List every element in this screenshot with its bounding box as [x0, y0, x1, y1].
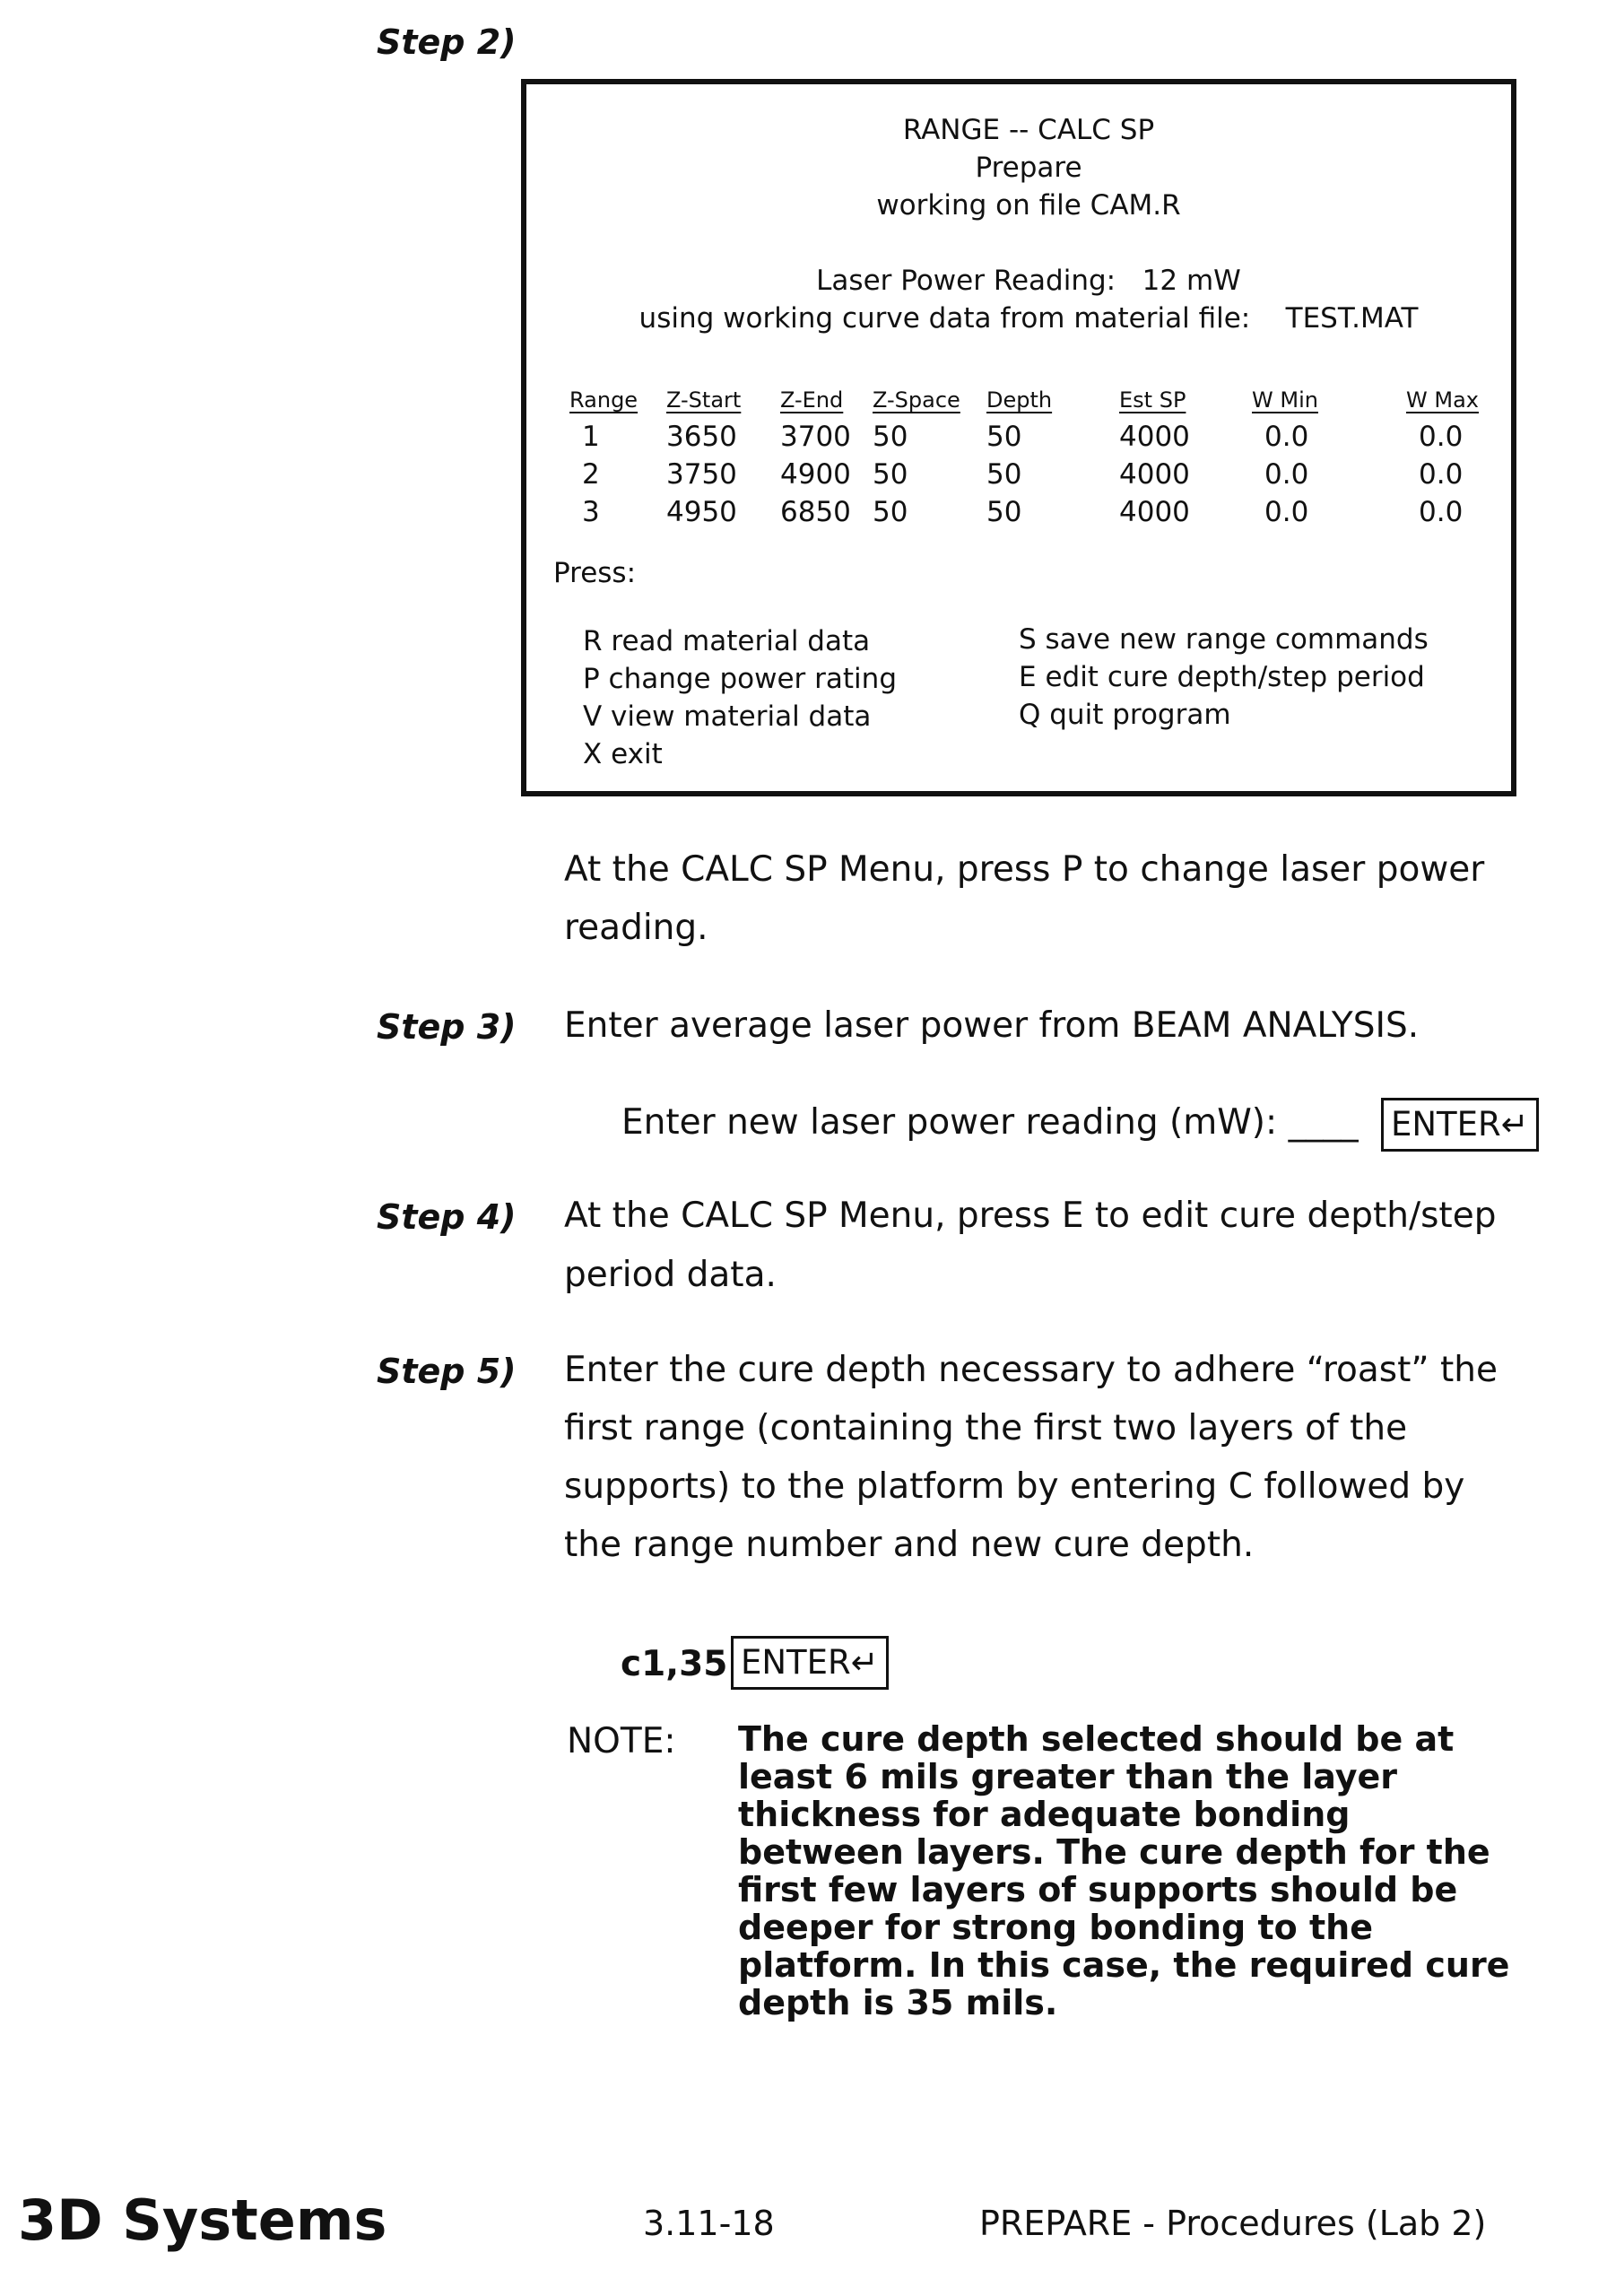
calc-sp-screen	[521, 79, 1516, 796]
screen-subtitle: Prepare	[975, 154, 1081, 182]
table-cell: 50	[873, 423, 908, 451]
step-4-label: Step 4)	[377, 1200, 517, 1234]
step-5-label: Step 5)	[377, 1354, 517, 1388]
enter-key: ENTER↵	[731, 1636, 889, 1690]
table-cell: 6850	[780, 499, 851, 526]
column-header: Z-Start	[666, 389, 741, 411]
input-blank: ____	[1289, 1102, 1359, 1143]
section-title: PREPARE - Procedures (Lab 2)	[979, 2206, 1486, 2240]
table-cell: 0.0	[1419, 423, 1463, 451]
table-cell: 0.0	[1264, 461, 1308, 489]
step-5-line: supports) to the platform by entering C followed by	[564, 1469, 1464, 1504]
material-line	[639, 305, 1419, 333]
table-cell: 50	[986, 461, 1021, 489]
column-header: Z-Space	[873, 389, 960, 411]
menu-option: P change power rating	[583, 665, 897, 693]
menu-option: X exit	[583, 741, 663, 769]
screen-file-line: working on file CAM.R	[876, 192, 1180, 220]
table-cell: 50	[873, 461, 908, 489]
prompt-label: Enter new laser power reading (mW):	[621, 1102, 1277, 1143]
note-label: NOTE:	[567, 1724, 675, 1759]
table-cell: 4900	[780, 461, 851, 489]
step-5-line: the range number and new cure depth.	[564, 1527, 1254, 1562]
screen-title: RANGE -- CALC SP	[903, 117, 1154, 144]
step-5-line: Enter the cure depth necessary to adhere “roast” the	[564, 1352, 1498, 1387]
step-2-label: Step 2)	[377, 25, 517, 59]
material-value: TEST.MAT	[1286, 302, 1419, 335]
table-cell: 4950	[666, 499, 737, 526]
cure-depth-input: c1,35	[621, 1647, 727, 1682]
table-cell: 0.0	[1419, 461, 1463, 489]
page-number: 3.11-18	[643, 2206, 775, 2240]
menu-option: S save new range commands	[1019, 626, 1429, 654]
table-cell: 4000	[1119, 423, 1190, 451]
laser-power-line	[816, 267, 1241, 295]
menu-option: Q quit program	[1019, 701, 1231, 729]
press-label: Press:	[553, 560, 636, 587]
table-cell: 50	[873, 499, 908, 526]
step-3-label: Step 3)	[377, 1010, 517, 1044]
step-3-text: Enter average laser power from BEAM ANALYSIS.	[564, 1008, 1419, 1043]
column-header: Range	[569, 389, 638, 411]
column-header: Est SP	[1119, 389, 1186, 411]
table-cell: 0.0	[1264, 423, 1308, 451]
column-header: Depth	[986, 389, 1052, 411]
table-cell: 0.0	[1264, 499, 1308, 526]
step-4-line: At the CALC SP Menu, press E to edit cure depth/step	[564, 1198, 1496, 1233]
column-header: Z-End	[780, 389, 843, 411]
note-text: The cure depth selected should be at least 6 mils greater than the layer thickness for adequate bonding between layers. The cure depth for the first few layers of supports should be deeper for strong bonding to the platform. In this case, the required cure depth is 35 mils.	[738, 1720, 1527, 2022]
laser-prompt	[621, 1105, 1359, 1140]
enter-key: ENTER↵	[1381, 1098, 1539, 1152]
menu-option: E edit cure depth/step period	[1019, 664, 1425, 691]
step-2-text-line: At the CALC SP Menu, press P to change laser power	[564, 852, 1484, 887]
step-2-text-line: reading.	[564, 910, 708, 945]
laser-value: 12 mW	[1142, 265, 1241, 297]
column-header: W Max	[1406, 389, 1479, 411]
step-4-line: period data.	[564, 1257, 777, 1292]
material-label: using working curve data from material file:	[639, 302, 1251, 335]
menu-option: V view material data	[583, 703, 871, 731]
table-cell: 3700	[780, 423, 851, 451]
menu-option: R read material data	[583, 628, 870, 656]
laser-label: Laser Power Reading:	[816, 265, 1116, 297]
table-cell: 2	[582, 461, 600, 489]
table-cell: 3650	[666, 423, 737, 451]
table-cell: 4000	[1119, 461, 1190, 489]
table-cell: 0.0	[1419, 499, 1463, 526]
table-cell: 3	[582, 499, 600, 526]
table-cell: 1	[582, 423, 600, 451]
table-cell: 50	[986, 423, 1021, 451]
company-logo: 3D Systems	[18, 2193, 387, 2248]
table-cell: 4000	[1119, 499, 1190, 526]
table-cell: 50	[986, 499, 1021, 526]
step-5-line: first range (containing the first two layers of the	[564, 1411, 1407, 1446]
table-cell: 3750	[666, 461, 737, 489]
column-header: W Min	[1252, 389, 1318, 411]
